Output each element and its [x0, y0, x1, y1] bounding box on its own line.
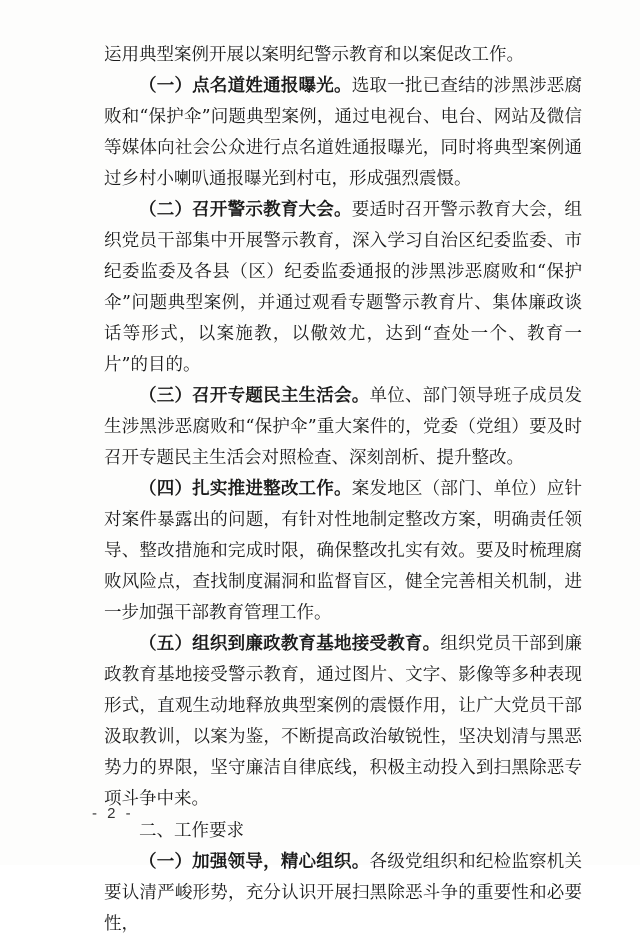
- item-heading-4: （四）扎实推进整改工作。: [139, 479, 352, 499]
- item-text-3: 单位、部门领导班子成员发生涉黑涉恶腐败和“保护伞”重大案件的，党委（党组）要及时召开专题民主生活会对照检查、深刻剖析、提升整改。: [104, 386, 583, 468]
- item-paragraph-2: [104, 195, 582, 381]
- item-text-2: 要适时召开警示教育大会，组织党员干部集中开展警示教育，深入学习自治区纪委监委、市纪委监委及各县（区）纪委监委通报的涉黑涉恶腐败和“保护伞”问题典型案例，并通过观看专题警示教育片、集体廉政谈话等形式，以案施教，以儆效尤，达到“查处一个、教育一片”的目的。: [104, 200, 582, 375]
- requirement-heading-1: （一）加强领导，精心组织。: [139, 852, 370, 872]
- item-text-5: 组织党员干部到廉政教育基地接受警示教育，通过图片、文字、影像等多种表现形式，直观生动地释放典型案例的震慑作用，让广大党员干部汲取教训，以案为鉴，不断提高政治敏锐性，坚决划清与黑恶势力的界限，坚守廉洁自律底线，积极主动投入到扫黑除恶专项斗争中来。: [104, 634, 583, 809]
- item-text-1: 选取一批已查结的涉黑涉恶腐败和“保护伞”问题典型案例，通过电视台、电台、网站及微信等媒体向社会公众进行点名道姓通报曝光，同时将典型案例通过乡村小喇叭通报曝光到村屯，形成强烈震慑。: [104, 76, 582, 189]
- page-number: - 2 -: [92, 805, 134, 822]
- item-heading-2: （二）召开警示教育大会。: [139, 200, 352, 220]
- requirement-paragraph-1: [104, 847, 582, 940]
- item-heading-5: （五）组织到廉政教育基地接受教育。: [139, 634, 441, 654]
- item-heading-3: （三）召开专题民主生活会。: [139, 386, 370, 406]
- item-heading-1: （一）点名道姓通报曝光。: [139, 76, 352, 96]
- item-paragraph-1: [104, 71, 582, 195]
- intro-paragraph: [104, 40, 582, 71]
- item-paragraph-5: [104, 629, 582, 815]
- item-paragraph-3: [104, 381, 582, 474]
- document-body: [104, 40, 582, 940]
- requirement-text-1: 各级党组织和纪检监察机关要认清严峻形势，充分认识开展扫黑除恶斗争的重要性和必要性，: [104, 852, 583, 934]
- section-heading: 二、工作要求: [139, 821, 244, 841]
- intro-text: 运用典型案例开展以案明纪警示教育和以案促改工作。: [104, 45, 524, 65]
- item-paragraph-4: [104, 474, 582, 629]
- item-text-4: 案发地区（部门、单位）应针对案件暴露出的问题，有针对性地制定整改方案，明确责任领导、整改措施和完成时限，确保整改扎实有效。要及时梳理腐败风险点，查找制度漏洞和监督盲区，健全完善相关机制，进一步加强干部教育管理工作。: [104, 479, 582, 623]
